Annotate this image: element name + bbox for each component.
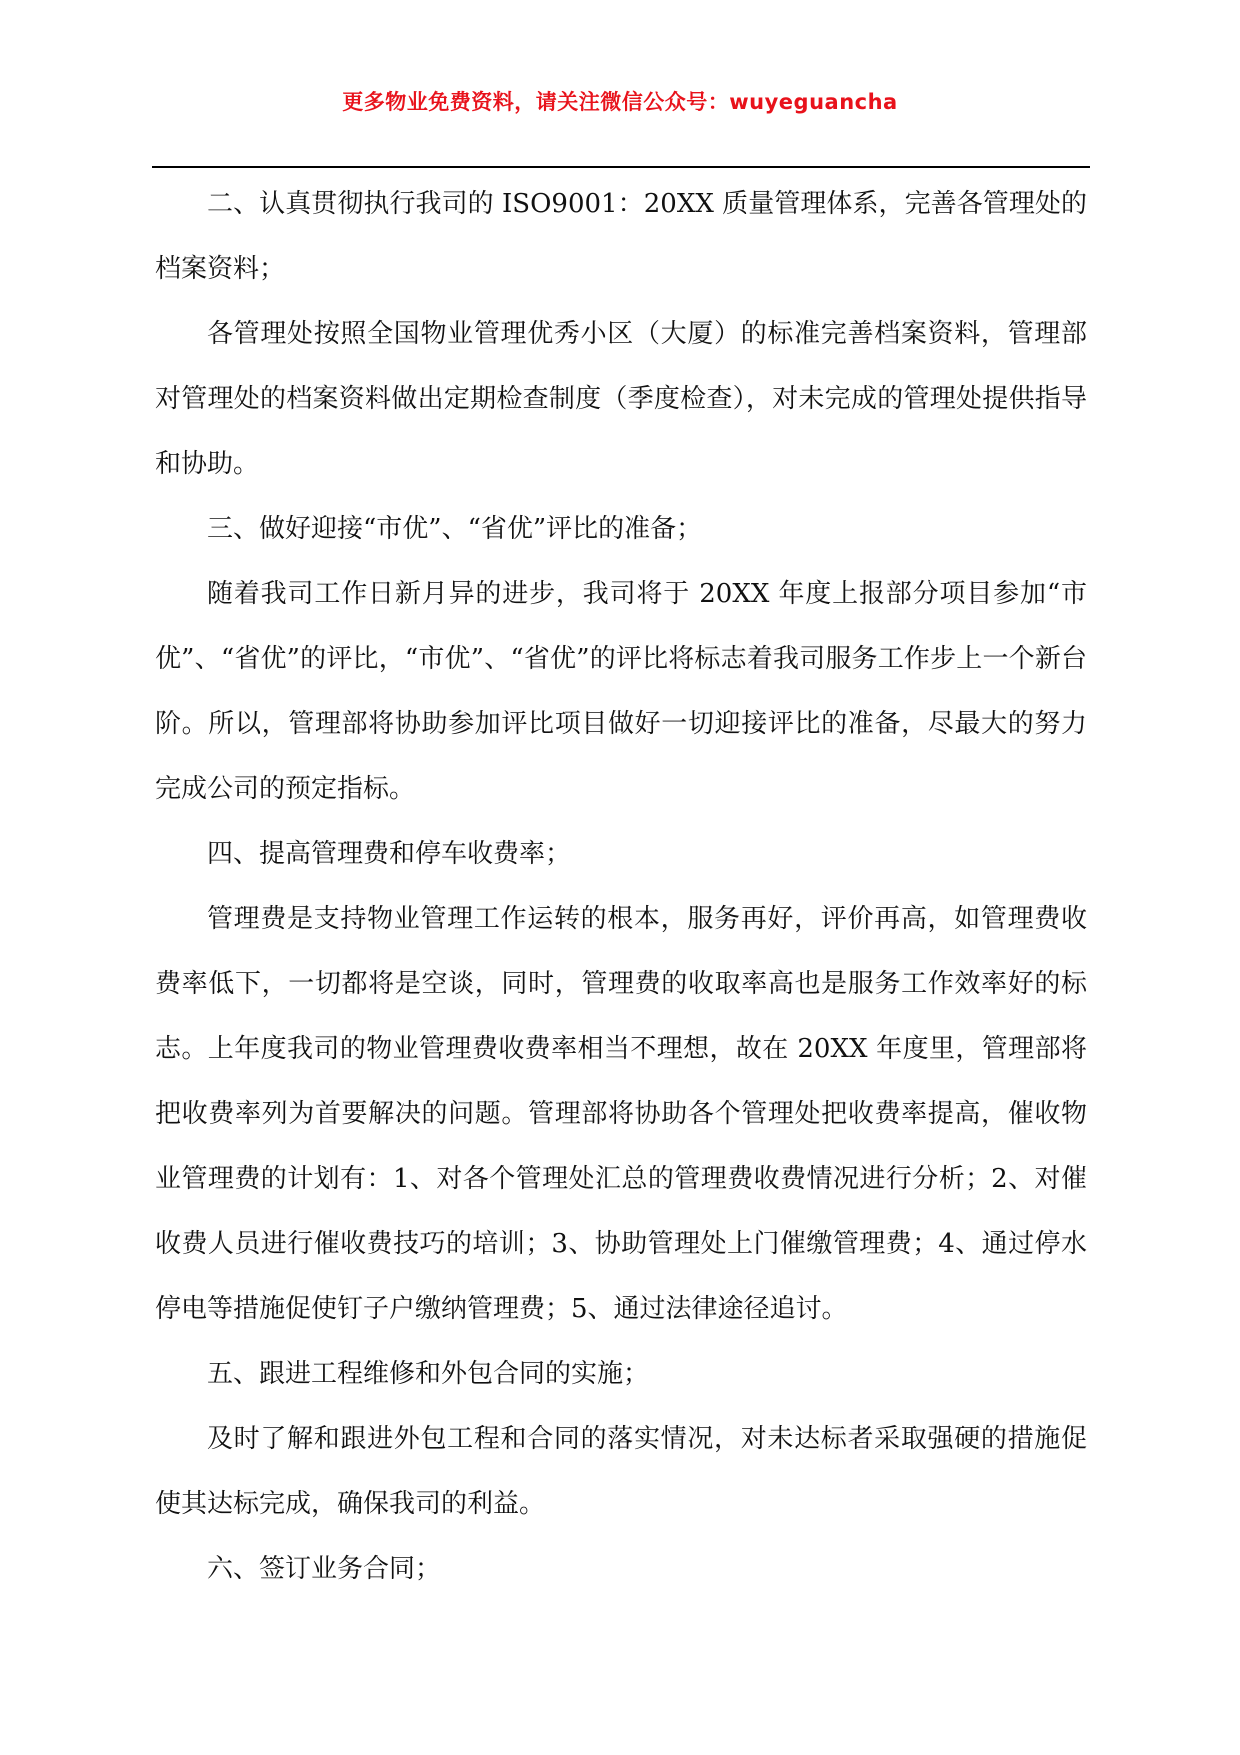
section-heading-3: 三、做好迎接“市优”、“省优”评比的准备；: [207, 514, 703, 544]
document-body: [155, 172, 1087, 1602]
body-paragraph: 管理费是支持物业管理工作运转的根本，服务再好，评价再高，如管理费收费率低下，一切都将是空谈，同时，管理费的收取率高也是服务工作效率好的标志。上年度我司的物业管理费收费率相当不理想，故在 20XX 年度里，管理部将把收费率列为首要解决的问题。管理部将协助各个管理处把收费率提高，催收物业管理费的计划有：1、对各个管理处汇总的管理费收费情况进行分析；2、对催收费人员进行催收费技巧的培训；3、协助管理处上门催缴管理费；4、通过停水停电等措施促使钉子户缴纳管理费；5、通过法律途径追讨。: [155, 904, 1087, 1324]
header-divider: [152, 166, 1090, 168]
body-paragraph: 各管理处按照全国物业管理优秀小区（大厦）的标准完善档案资料，管理部对管理处的档案资料做出定期检查制度（季度检查），对未完成的管理处提供指导和协助。: [155, 319, 1087, 479]
section-heading-4: 四、提高管理费和停车收费率；: [207, 839, 572, 869]
section-heading-2: 二、认真贯彻执行我司的 ISO9001：20XX 质量管理体系，完善各管理处的档案资料；: [155, 189, 1087, 284]
body-paragraph: 随着我司工作日新月异的进步，我司将于 20XX 年度上报部分项目参加“市优”、“省优”的评比，“市优”、“省优”的评比将标志着我司服务工作步上一个新台阶。所以，管理部将协助参加评比项目做好一切迎接评比的准备，尽最大的努力完成公司的预定指标。: [155, 579, 1087, 804]
promo-header: 更多物业免费资料，请关注微信公众号：wuyeguancha: [342, 90, 898, 114]
section-heading-6: 六、签订业务合同；: [207, 1554, 442, 1584]
section-heading-5: 五、跟进工程维修和外包合同的实施；: [207, 1359, 650, 1389]
body-paragraph: 及时了解和跟进外包工程和合同的落实情况，对未达标者采取强硬的措施促使其达标完成，确保我司的利益。: [155, 1424, 1087, 1519]
